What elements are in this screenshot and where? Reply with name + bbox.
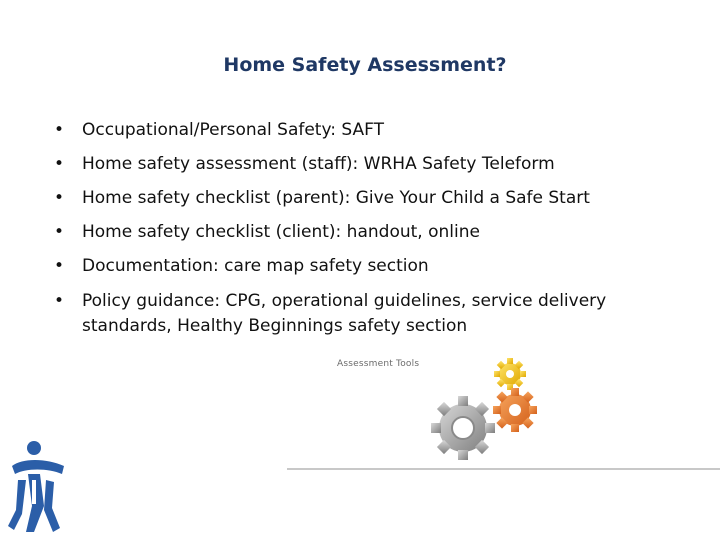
bullet-text: Home safety assessment (staff): WRHA Safety Teleform — [82, 154, 555, 174]
bullet-text: Home safety checklist (parent): Give Your Child a Safe Start — [82, 188, 590, 208]
gray-gear-icon — [431, 396, 495, 460]
bullet-item — [54, 153, 694, 175]
image-caption: Assessment Tools — [337, 359, 420, 369]
bullet-text: Documentation: care map safety section — [82, 256, 429, 276]
bullet-text: Policy guidance: CPG, operational guidelines, service delivery standards, Healthy Beginnings safety section — [82, 291, 607, 336]
assessment-tools-image — [287, 350, 720, 470]
gears-icon — [427, 354, 547, 466]
bullet-icon: • — [54, 120, 65, 140]
bullet-text: Occupational/Personal Safety: SAFT — [82, 120, 385, 140]
slide-title: Home Safety Assessment? — [223, 54, 507, 76]
bullet-item — [54, 119, 694, 141]
bullet-item — [54, 255, 694, 277]
bullet-icon: • — [54, 256, 65, 276]
bullet-icon: • — [54, 291, 65, 311]
organization-logo-icon — [6, 436, 70, 536]
bullet-text: Home safety checklist (client): handout, online — [82, 222, 480, 242]
orange-gear-icon — [493, 388, 537, 432]
yellow-gear-icon — [494, 358, 526, 390]
bullet-icon: • — [54, 154, 65, 174]
bullet-icon: • — [54, 188, 65, 208]
bullet-item — [54, 221, 694, 243]
bullet-item — [54, 289, 694, 339]
bullet-icon: • — [54, 222, 65, 242]
bullet-list — [54, 119, 694, 339]
bullet-item — [54, 187, 694, 209]
